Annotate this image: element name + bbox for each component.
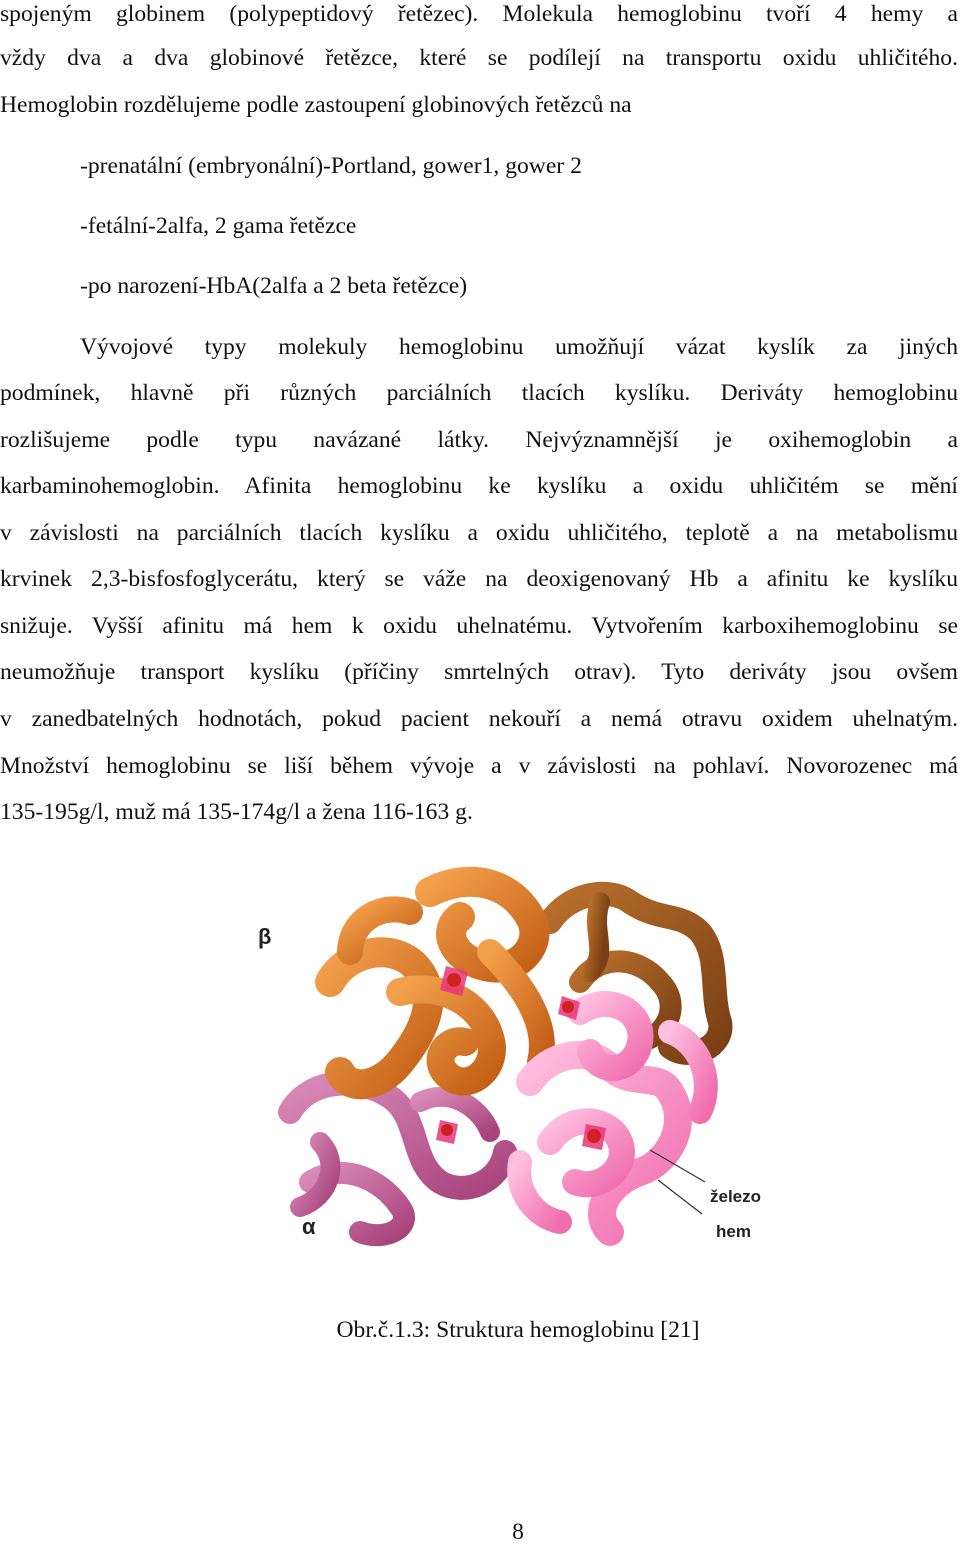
hemoglobin-structure-figure (250, 862, 780, 1262)
list-item: -prenatální (embryonální)-Portland, gower1, gower 2 (80, 153, 582, 179)
alpha1-chain (290, 1083, 505, 1235)
list-item: -fetální-2alfa, 2 gama řetězce (80, 213, 357, 239)
text-line: Vývojové typy molekuly hemoglobinu umožňují vázat kyslík za jiných (80, 334, 958, 360)
text-line: rozlišujeme podle typu navázané látky. Nejvýznamnější je oxihemoglobin a (0, 427, 958, 453)
list-item: -po narození-HbA(2alfa a 2 beta řetězce) (80, 273, 468, 299)
pointer-line (658, 1180, 702, 1214)
text-line: neumožňuje transport kyslíku (příčiny smrtelných otrav). Tyto deriváty jsou ovšem (0, 659, 958, 685)
text-line: v závislosti na parciálních tlacích kyslíku a oxidu uhličitého, teplotě a na metabolismu (0, 520, 958, 546)
iron-label: železo (710, 1187, 762, 1206)
text-line: vždy dva a dva globinové řetězce, které se podílejí na transportu oxidu uhličitého. (0, 45, 958, 71)
hemoglobin-illustration (250, 862, 780, 1262)
text-line: Množství hemoglobinu se liší během vývoje a v závislosti na pohlaví. Novorozenec má (0, 753, 958, 779)
page-number: 8 (512, 1519, 524, 1545)
text-line: spojeným globinem (polypeptidový řetězec). Molekula hemoglobinu tvoří 4 hemy a (0, 1, 958, 27)
heme-label: hem (716, 1222, 751, 1241)
text-line: snižuje. Vyšší afinitu má hem k oxidu uhelnatému. Vytvořením karboxihemoglobinu se (0, 613, 958, 639)
beta1-chain (330, 882, 542, 1085)
text-line: 135-195g/l, muž má 135-174g/l a žena 116-163 g. (0, 799, 473, 825)
text-line: Hemoglobin rozdělujeme podle zastoupení globinových řetězců na (0, 92, 632, 118)
text-line: krvinek 2,3-bisfosfoglycerátu, který se váže na deoxigenovaný Hb a afinitu ke kyslíku (0, 566, 958, 592)
text-line: v zanedbatelných hodnotách, pokud pacient nekouří a nemá otravu oxidem uhelnatým. (0, 706, 958, 732)
text-line: karbaminohemoglobin. Afinita hemoglobinu ke kyslíku a oxidu uhličitém se mění (0, 473, 958, 499)
alpha-label: α (302, 1214, 316, 1239)
beta-label: β (258, 924, 272, 949)
figure-caption: Obr.č.1.3: Struktura hemoglobinu [21] (336, 1317, 700, 1343)
text-line: podmínek, hlavně při různých parciálních tlacích kyslíku. Deriváty hemoglobinu (0, 380, 958, 406)
